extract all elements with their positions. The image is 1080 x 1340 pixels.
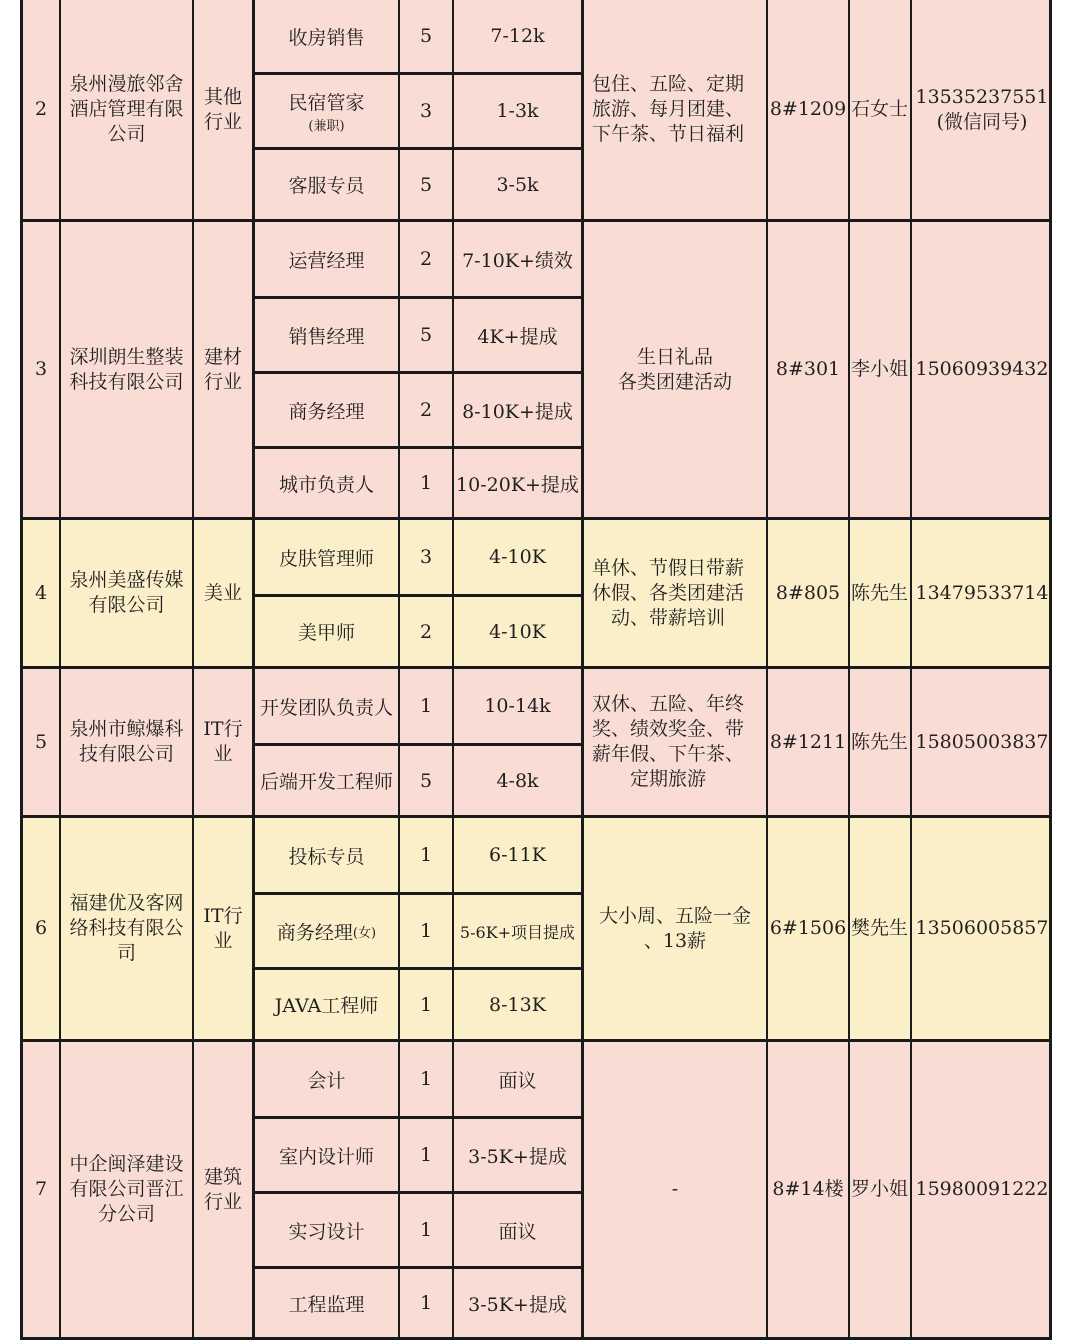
job-count: 1 [400,669,454,743]
job-title: 民宿管家 (兼职) [255,75,400,147]
company-name: 泉州美盛传媒 有限公司 [61,520,194,666]
room-number: 8#14楼 [768,1042,850,1337]
job-row [252,296,584,371]
job-list [252,818,584,1039]
job-salary: 5-6K+项目提成 [459,922,576,942]
job-salary: 4-8k [496,769,539,792]
contact-person: 李小姐 [850,222,912,517]
job-list [252,1042,584,1337]
job-list [252,520,584,666]
job-count: 3 [400,75,454,147]
contact-person: 石女士 [850,0,912,219]
job-row [252,1116,584,1191]
benefits: 生日礼品 各类团建活动 [584,222,768,517]
phone-number: 15980091222 [915,1178,1049,1200]
contact-person: 陈先生 [850,520,912,666]
job-list [252,222,584,517]
job-row [252,818,584,892]
room-number: 8#1209 [768,0,850,219]
job-row [252,0,584,72]
job-count: 1 [400,1269,454,1337]
job-title: 客服专员 [255,150,400,219]
job-count: 1 [400,449,454,517]
industry: IT行 业 [203,718,243,765]
job-title: JAVA工程师 [255,970,400,1039]
recruitment-table [20,0,1052,1340]
job-title: 工程监理 [255,1269,400,1337]
job-title-note: (女) [352,925,377,941]
job-salary: 面议 [498,1220,537,1243]
phone-number: 13479533714 [915,581,1049,604]
job-row [252,892,584,967]
job-row [252,1191,584,1266]
industry: 美业 [203,581,242,604]
job-salary: 3-5k [496,173,539,196]
job-title: 皮肤管理师 [255,520,400,594]
benefits: 双休、五险、年终 奖、绩效奖金、带 薪年假、下午茶、 定期旅游 [584,669,768,815]
job-row [252,669,584,743]
job-salary: 8-10K+提成 [462,400,573,423]
job-row [252,743,584,815]
benefits: - [584,1042,768,1337]
job-row [252,520,584,594]
job-row [252,1266,584,1337]
job-title: 销售经理 [255,299,400,371]
job-title: 投标专员 [255,818,400,892]
job-salary: 面议 [498,1069,537,1092]
company-row-2 [20,0,1052,222]
company-row-5 [20,669,1052,818]
room-number: 6#1506 [768,818,850,1039]
job-count: 1 [400,818,454,892]
industry: 其他 行业 [203,85,242,133]
job-salary: 1-3k [496,100,539,122]
contact-person: 罗小姐 [850,1042,912,1337]
job-count: 5 [400,299,454,371]
job-title: 会计 [255,1042,400,1116]
job-count: 2 [400,597,454,666]
job-row [252,967,584,1039]
company-row-7 [20,1042,1052,1340]
company-name: 泉州市鲸爆科 技有限公司 [61,669,194,815]
company-row-3 [20,222,1052,520]
room-number: 8#301 [768,222,850,517]
job-title: 后端开发工程师 [255,746,400,815]
phone-number: 13535237551 (微信同号) [915,85,1049,133]
job-title: 实习设计 [255,1194,400,1266]
job-count: 2 [400,222,454,296]
job-row [252,1042,584,1116]
company-row-4 [20,520,1052,669]
contact-person: 樊先生 [850,818,912,1039]
job-title: 商务经理 [255,374,400,446]
job-title: 收房销售 [255,0,400,72]
row-number: 6 [23,818,61,1039]
job-salary: 4K+提成 [477,325,558,348]
phone-number: 15060939432 [915,358,1049,380]
job-salary: 10-20K+提成 [456,473,579,496]
job-list [252,0,584,219]
benefits: 包住、五险、定期 旅游、每月团建、 下午茶、节日福利 [584,0,768,219]
benefits: 大小周、五险一金 、13薪 [584,818,768,1039]
company-row-6 [20,818,1052,1042]
job-salary: 10-14k [484,695,551,717]
industry: 建材 行业 [203,345,242,393]
job-title-note: (兼职) [308,119,345,134]
job-salary: 3-5K+提成 [468,1293,567,1316]
company-name: 深圳朗生整装 科技有限公司 [61,222,194,517]
job-salary: 4-10K [489,546,546,568]
phone-number: 15805003837 [915,730,1049,753]
job-row [252,594,584,666]
row-number: 2 [23,0,61,219]
job-title: 运营经理 [255,222,400,296]
job-salary: 8-13K [489,993,546,1016]
job-count: 3 [400,520,454,594]
company-name: 泉州漫旅邻舍 酒店管理有限 公司 [61,0,194,219]
industry: IT行 业 [203,904,243,952]
job-row [252,222,584,296]
job-salary: 7-12k [490,25,545,47]
job-count: 1 [400,1119,454,1191]
job-row [252,446,584,517]
company-name: 福建优及客网 络科技有限公 司 [61,818,194,1039]
job-salary: 6-11K [489,844,546,866]
job-count: 5 [400,746,454,815]
job-row [252,147,584,219]
job-count: 5 [400,150,454,219]
room-number: 8#1211 [768,669,850,815]
job-row [252,72,584,147]
job-count: 2 [400,374,454,446]
job-title: 美甲师 [255,597,400,666]
row-number: 5 [23,669,61,815]
job-title: 开发团队负责人 [255,669,400,743]
job-title: 城市负责人 [255,449,400,517]
job-count: 1 [400,1042,454,1116]
benefits: 单休、节假日带薪 休假、各类团建活 动、带薪培训 [584,520,768,666]
row-number: 3 [23,222,61,517]
row-number: 7 [23,1042,61,1337]
job-title: 商务经理 (女) [255,895,400,967]
phone-number: 13506005857 [915,917,1049,939]
job-count: 1 [400,970,454,1039]
contact-person: 陈先生 [850,669,912,815]
room-number: 8#805 [768,520,850,666]
industry: 建筑 行业 [203,1165,242,1213]
job-title: 室内设计师 [255,1119,400,1191]
job-count: 1 [400,1194,454,1266]
job-salary: 4-10K [489,620,546,643]
job-salary: 3-5K+提成 [468,1145,567,1168]
job-salary: 7-10K+绩效 [462,249,573,272]
job-row [252,371,584,446]
company-name: 中企闽泽建设 有限公司晋江 分公司 [61,1042,194,1337]
job-list [252,669,584,815]
job-count: 5 [400,0,454,72]
job-count: 1 [400,895,454,967]
row-number: 4 [23,520,61,666]
